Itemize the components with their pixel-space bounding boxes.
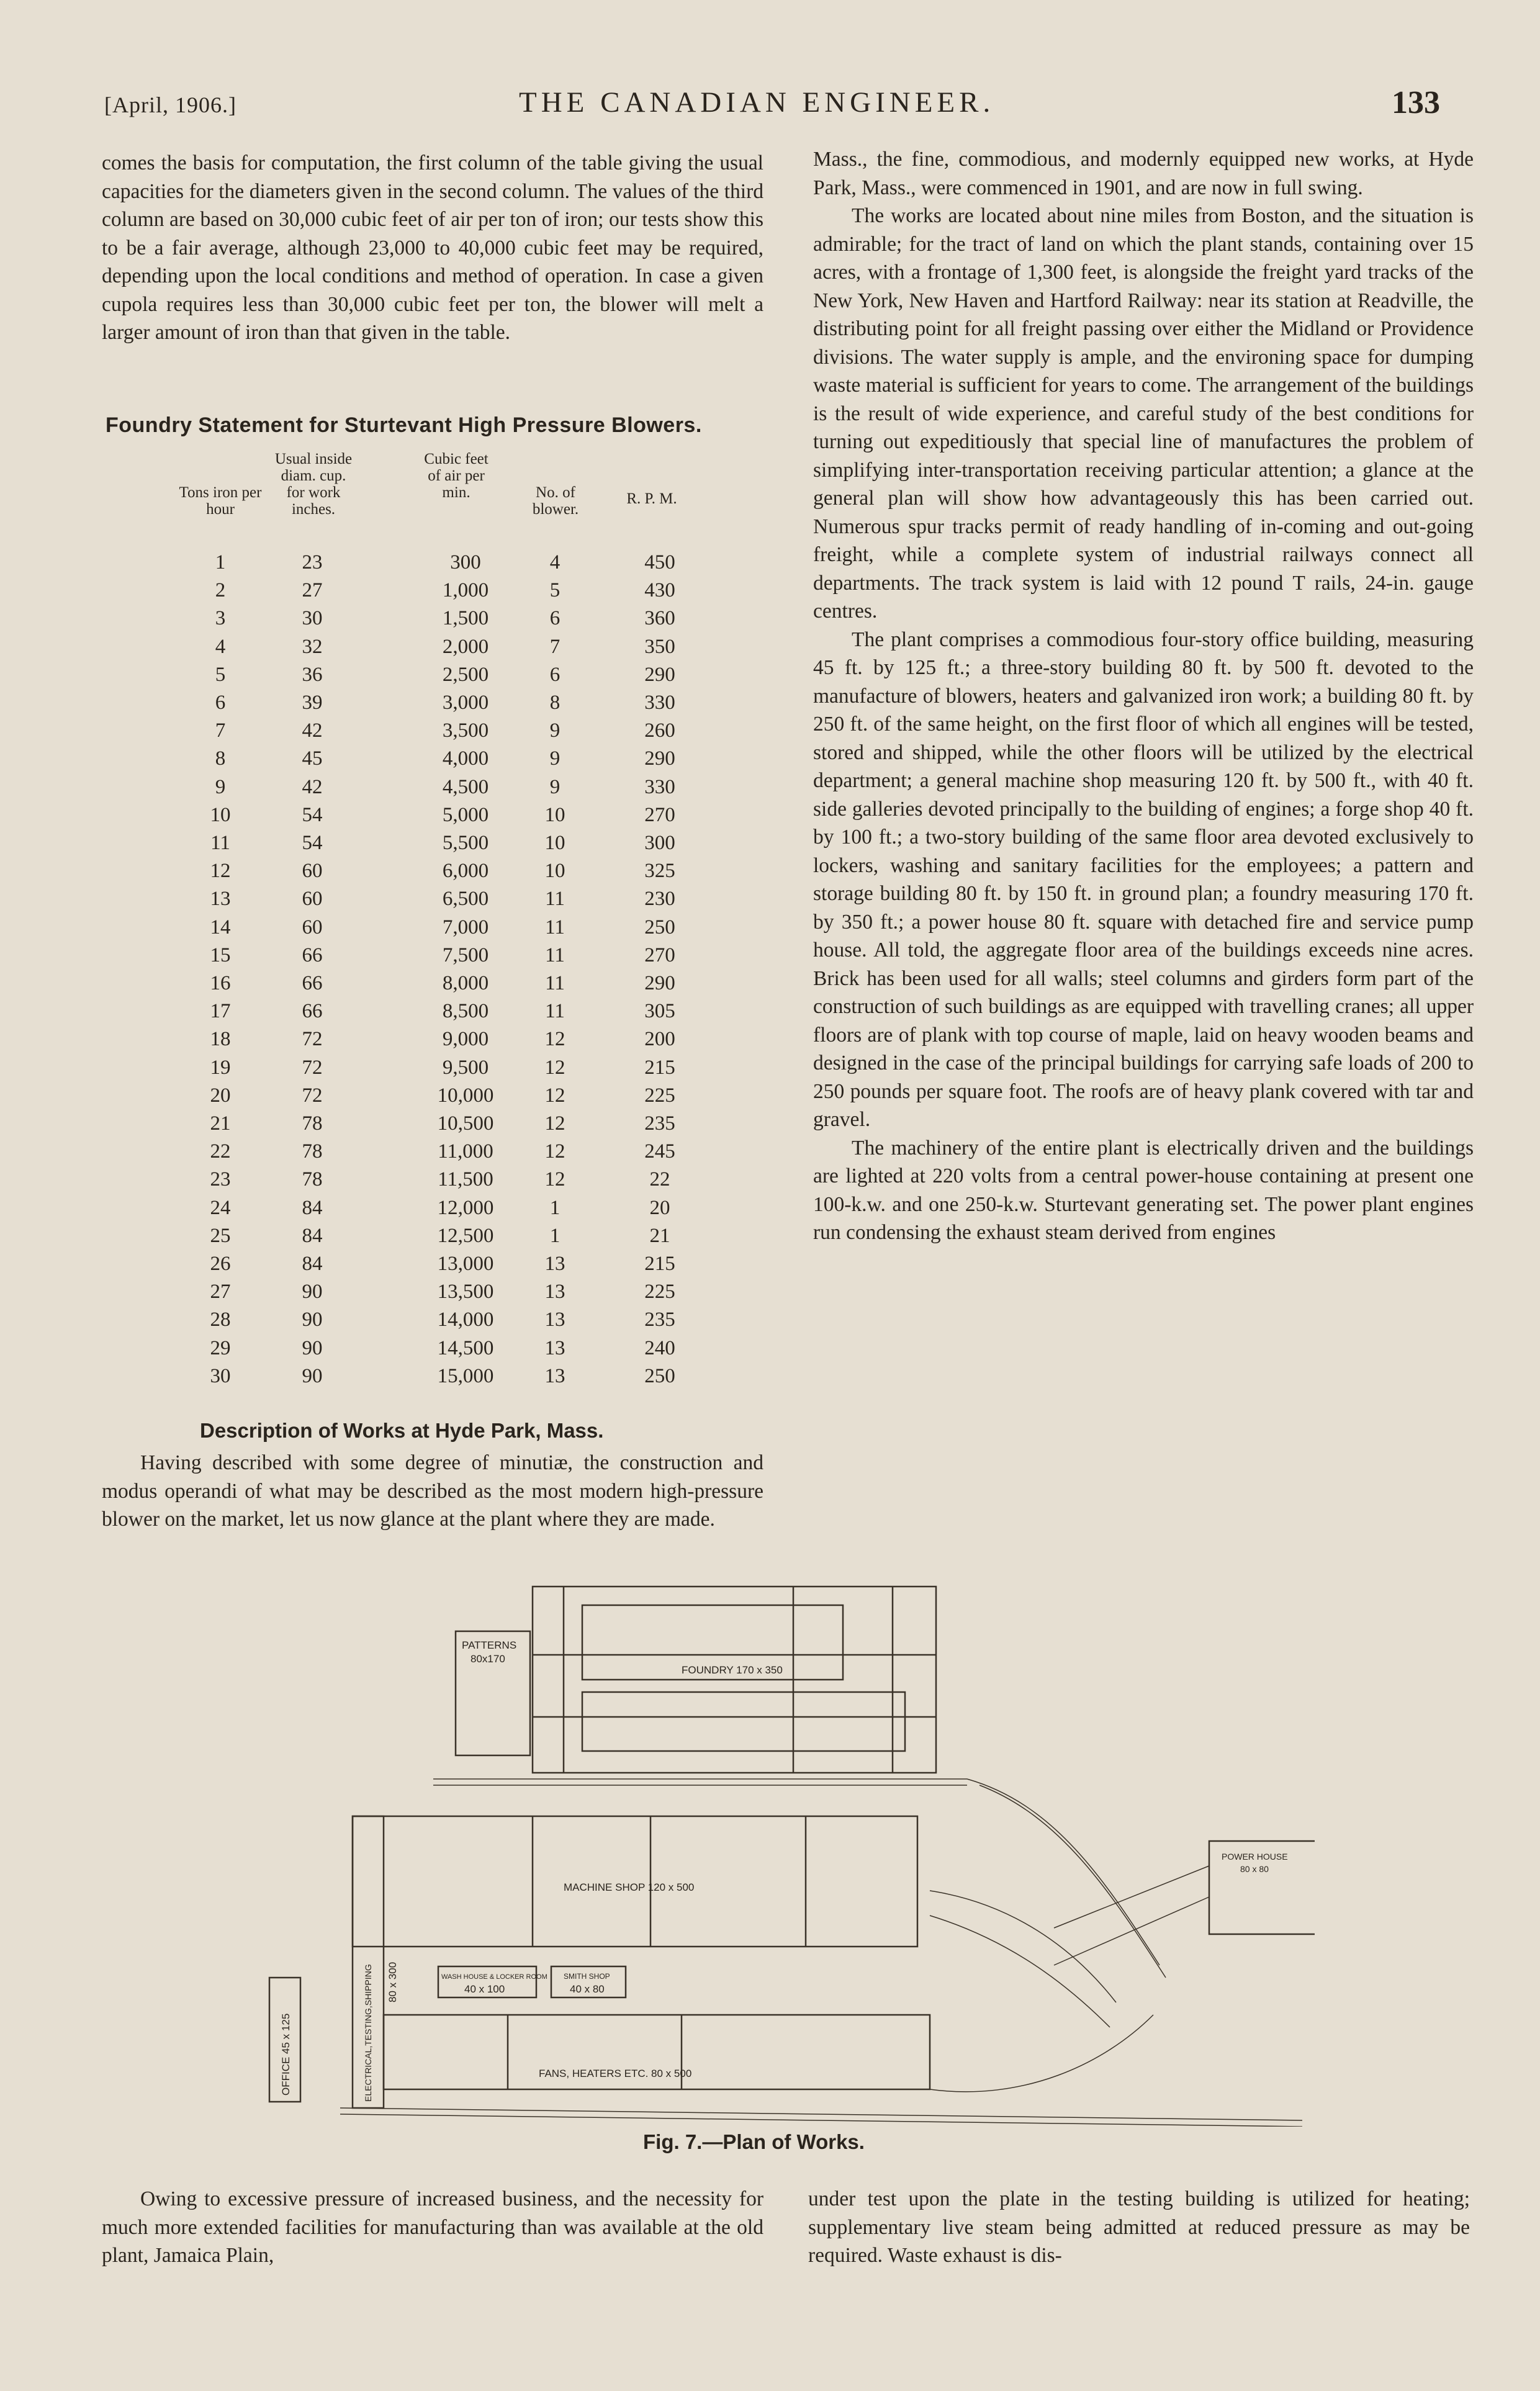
blower-cell: 13 bbox=[544, 1364, 565, 1387]
bottom-right-paragraph: under test upon the plate in the testing building is utilized for heating; supplementary live steam being admitted at reduced pressure as may be required. Waste exhaust is dis- bbox=[808, 2187, 1470, 2267]
rpm-cell: 360 bbox=[644, 607, 675, 630]
tons-cell: 20 bbox=[210, 1084, 231, 1107]
rpm-cell: 450 bbox=[644, 551, 675, 574]
rpm-cell: 225 bbox=[644, 1281, 675, 1304]
diameter-cell: 66 bbox=[302, 1000, 323, 1023]
rpm-cell: 225 bbox=[644, 1084, 675, 1107]
blower-cell: 7 bbox=[549, 635, 561, 658]
cubic-feet-cell: 7,000 bbox=[442, 916, 489, 939]
diameter-cell: 36 bbox=[302, 663, 323, 686]
cubic-feet-cell: 12,500 bbox=[437, 1224, 494, 1247]
rpm-cell: 330 bbox=[644, 775, 675, 798]
table-row bbox=[0, 1028, 770, 1056]
table-row bbox=[0, 972, 770, 1000]
blower-cell: 13 bbox=[544, 1281, 565, 1304]
cubic-feet-cell: 13,500 bbox=[437, 1281, 494, 1304]
cubic-feet-cell: 2,500 bbox=[442, 663, 489, 686]
rpm-cell: 250 bbox=[644, 1364, 675, 1387]
table-row bbox=[0, 691, 770, 719]
cubic-feet-cell: 4,500 bbox=[442, 775, 489, 798]
tons-cell: 26 bbox=[210, 1253, 231, 1275]
blower-cell: 11 bbox=[545, 888, 565, 911]
cubic-feet-cell: 7,500 bbox=[442, 943, 489, 966]
tons-cell: 24 bbox=[210, 1196, 231, 1219]
table-row bbox=[0, 888, 770, 916]
diameter-cell: 42 bbox=[302, 775, 323, 798]
tons-cell: 29 bbox=[210, 1336, 231, 1359]
tons-cell: 27 bbox=[210, 1281, 231, 1304]
table-row bbox=[0, 551, 770, 579]
blower-cell: 5 bbox=[549, 579, 561, 602]
diameter-cell: 30 bbox=[302, 607, 323, 630]
right-paragraph-2: The works are located about nine miles from Boston, and the situation is admirable; for the tract of land on which the plant stands, containing over 15 acres, with a frontage of 1,300 feet, is alongside the freight yard tracks of the New York, New Haven and Hartford Railway: near its station at Readville, the distributing point for all freight passing over either the Midland or Providence divisions. The water supply is ample, and the environing space for dumping waste material is sufficient for years to come. The arrangement of the buildings is the result of wide experience, and careful study of the best conditions for turning out expeditiously that special line of manufactures the problem of simplifying inter-transportation receiving particular attention; a glance at the general plan will show how advantageously this has been carried out. Numerous spur tracks permit of ready handling of in-coming and out-going freight, while a complete system of industrial railways connect all departments. The track system is laid with 12 pound T rails, 24-in. gauge centres. bbox=[813, 204, 1474, 623]
table-header-diameter: Usual inside diam. cup. for work inches. bbox=[274, 451, 353, 518]
rpm-cell: 21 bbox=[649, 1224, 670, 1247]
rpm-cell: 215 bbox=[644, 1056, 675, 1079]
bottom-right-column bbox=[808, 2185, 1470, 2270]
tons-cell: 1 bbox=[215, 551, 226, 574]
diameter-cell: 84 bbox=[302, 1196, 323, 1219]
rpm-cell: 235 bbox=[644, 1112, 675, 1135]
figure-caption: Fig. 7.—Plan of Works. bbox=[643, 2130, 865, 2153]
blower-cell: 1 bbox=[549, 1224, 561, 1247]
diameter-cell: 78 bbox=[302, 1140, 323, 1163]
label-machine-shop: MACHINE SHOP 120 x 500 bbox=[564, 1881, 695, 1893]
cubic-feet-cell: 14,000 bbox=[437, 1308, 494, 1331]
diameter-cell: 39 bbox=[302, 691, 323, 714]
blower-cell: 12 bbox=[544, 1028, 565, 1051]
table-row bbox=[0, 804, 770, 832]
cubic-feet-cell: 1,500 bbox=[442, 607, 489, 630]
blower-cell: 9 bbox=[549, 747, 561, 770]
table-title: Foundry Statement for Sturtevant High Pressure Blowers. bbox=[106, 413, 702, 437]
blower-cell: 9 bbox=[549, 775, 561, 798]
tons-cell: 19 bbox=[210, 1056, 231, 1079]
label-smith-shop-size: 40 x 80 bbox=[570, 1983, 605, 1995]
label-smith-shop: SMITH SHOP bbox=[564, 1972, 610, 1981]
tons-cell: 22 bbox=[210, 1140, 231, 1163]
rpm-cell: 290 bbox=[644, 972, 675, 994]
tons-cell: 9 bbox=[215, 775, 226, 798]
tons-cell: 16 bbox=[210, 972, 231, 994]
rpm-cell: 20 bbox=[649, 1196, 670, 1219]
cubic-feet-cell: 11,000 bbox=[438, 1140, 493, 1163]
blower-cell: 12 bbox=[544, 1056, 565, 1079]
tons-cell: 18 bbox=[210, 1028, 231, 1051]
label-patterns-size: 80x170 bbox=[471, 1653, 505, 1665]
diameter-cell: 54 bbox=[302, 803, 323, 826]
rpm-cell: 250 bbox=[644, 916, 675, 939]
right-paragraph-4: The machinery of the entire plant is electrically driven and the buildings are lighted at 220 volts from a central power-house containing at present one 100-k.w. and one 250-k.w. Sturtevant generating set. The power plant engines run condensing the exhaust steam derived from engines bbox=[813, 1136, 1474, 1244]
blower-cell: 12 bbox=[544, 1140, 565, 1163]
section-title: Description of Works at Hyde Park, Mass. bbox=[200, 1419, 604, 1442]
tons-cell: 23 bbox=[210, 1168, 231, 1191]
rpm-cell: 350 bbox=[644, 635, 675, 658]
tons-cell: 3 bbox=[215, 607, 226, 630]
rpm-cell: 325 bbox=[644, 860, 675, 883]
cubic-feet-cell: 3,000 bbox=[442, 691, 489, 714]
right-paragraph-3: The plant comprises a commodious four-story office building, measuring 45 ft. by 125 ft.; a three-story building 80 ft. by 500 ft. devoted to the manufacture of blowers, heaters and galvanized iron work; a building 80 ft. by 250 ft. of the same height, on the first floor of which all engines will be tested, stored and shipped, while the other floors will be utilized by the electrical department; a general machine shop measuring 120 ft. by 500 ft., with 40 ft. side galleries devoted principally to the building of engines; a forge shop 40 ft. by 100 ft.; a two-story building of the same floor area devoted exclusively to lockers, washing and sanitary facilities for the employees; a pattern and storage building 80 ft. by 150 ft. in ground plan; a foundry measuring 170 ft. by 350 ft.; a power house 80 ft. square with detached fire and service pump house. All told, the aggregate floor area of the buildings exceeds nine acres. Brick has been used for all walls; steel columns and girders form part of the construction of such buildings as are equipped with travelling cranes; all upper floors are of plank with top course of maple, laid on heavy wooden beams and designed in the case of the principal buildings for carrying safe loads of 200 to 250 pounds per square foot. The roofs are of heavy plank covered with tar and gravel. bbox=[813, 628, 1474, 1131]
bottom-left-paragraph: Owing to excessive pressure of increased business, and the necessity for much more extended facilities for manufacturing than was available at the old plant, Jamaica Plain, bbox=[102, 2187, 763, 2267]
rpm-cell: 200 bbox=[644, 1028, 675, 1051]
diameter-cell: 45 bbox=[302, 747, 323, 770]
blower-cell: 10 bbox=[544, 803, 565, 826]
tons-cell: 10 bbox=[210, 803, 231, 826]
table-header-cubic-feet: Cubic feet of air per min. bbox=[424, 451, 489, 501]
diameter-cell: 90 bbox=[302, 1336, 323, 1359]
tons-cell: 12 bbox=[210, 860, 231, 883]
cubic-feet-cell: 13,000 bbox=[437, 1253, 494, 1275]
rpm-cell: 230 bbox=[644, 888, 675, 911]
rpm-cell: 215 bbox=[644, 1253, 675, 1275]
rpm-cell: 235 bbox=[644, 1308, 675, 1331]
table-row bbox=[0, 1000, 770, 1028]
table-row bbox=[0, 1197, 770, 1225]
diameter-cell: 78 bbox=[302, 1112, 323, 1135]
page-number: 133 bbox=[1392, 85, 1440, 120]
diameter-cell: 60 bbox=[302, 916, 323, 939]
right-paragraph-1: Mass., the fine, commodious, and modernly equipped new works, at Hyde Park, Mass., were commenced in 1901, and are now in full swing. bbox=[813, 148, 1474, 199]
rpm-cell: 245 bbox=[644, 1140, 675, 1163]
diameter-cell: 72 bbox=[302, 1084, 323, 1107]
railway-track bbox=[967, 1779, 1160, 1965]
journal-title: THE CANADIAN ENGINEER. bbox=[519, 86, 995, 119]
blower-cell: 11 bbox=[545, 972, 565, 994]
blower-cell: 13 bbox=[544, 1253, 565, 1275]
cubic-feet-cell: 6,500 bbox=[442, 888, 489, 911]
tons-cell: 28 bbox=[210, 1308, 231, 1331]
blower-cell: 11 bbox=[545, 916, 565, 939]
tons-cell: 21 bbox=[210, 1112, 231, 1135]
blower-cell: 10 bbox=[544, 832, 565, 854]
table-row bbox=[0, 1365, 770, 1393]
diameter-cell: 23 bbox=[302, 551, 323, 574]
cubic-feet-cell: 9,000 bbox=[442, 1028, 489, 1051]
label-foundry: FOUNDRY 170 x 350 bbox=[682, 1664, 783, 1676]
table-row bbox=[0, 832, 770, 860]
rpm-cell: 22 bbox=[649, 1168, 670, 1191]
blower-cell: 12 bbox=[544, 1084, 565, 1107]
cubic-feet-cell: 3,500 bbox=[442, 719, 489, 742]
tons-cell: 17 bbox=[210, 1000, 231, 1023]
diameter-cell: 90 bbox=[302, 1308, 323, 1331]
section-body bbox=[102, 1449, 763, 1534]
table-row bbox=[0, 1225, 770, 1253]
table-row bbox=[0, 719, 770, 747]
label-power-house-size: 80 x 80 bbox=[1240, 1864, 1269, 1874]
rpm-cell: 430 bbox=[644, 579, 675, 602]
tons-cell: 14 bbox=[210, 916, 231, 939]
table-row bbox=[0, 607, 770, 635]
tons-cell: 5 bbox=[215, 663, 226, 686]
blower-cell: 6 bbox=[549, 663, 561, 686]
table-header-blower: No. of blower. bbox=[532, 484, 579, 518]
tons-cell: 6 bbox=[215, 691, 226, 714]
blower-cell: 4 bbox=[549, 551, 561, 574]
table-row bbox=[0, 1308, 770, 1336]
blower-cell: 12 bbox=[544, 1112, 565, 1135]
left-column-intro bbox=[102, 149, 763, 347]
cubic-feet-cell: 9,500 bbox=[442, 1056, 489, 1079]
table-row bbox=[0, 1084, 770, 1112]
table-row bbox=[0, 1253, 770, 1281]
diameter-cell: 66 bbox=[302, 972, 323, 994]
diameter-cell: 90 bbox=[302, 1364, 323, 1387]
table-row bbox=[0, 1056, 770, 1084]
rpm-cell: 305 bbox=[644, 1000, 675, 1023]
right-column bbox=[813, 145, 1474, 1247]
diameter-cell: 27 bbox=[302, 579, 323, 602]
cubic-feet-cell: 1,000 bbox=[442, 579, 489, 602]
diameter-cell: 90 bbox=[302, 1281, 323, 1304]
section-paragraph: Having described with some degree of minutiæ, the construction and modus operandi of what may be described as the most modern high-pressure blower on the market, let us now glance at the plant where they are made. bbox=[102, 1451, 763, 1531]
table-row bbox=[0, 579, 770, 607]
cubic-feet-cell: 300 bbox=[450, 551, 481, 574]
rpm-cell: 300 bbox=[644, 832, 675, 854]
rpm-cell: 270 bbox=[644, 803, 675, 826]
cubic-feet-cell: 12,000 bbox=[437, 1196, 494, 1219]
diameter-cell: 60 bbox=[302, 888, 323, 911]
tons-cell: 8 bbox=[215, 747, 226, 770]
label-power-house: POWER HOUSE bbox=[1222, 1852, 1288, 1862]
table-header-tons: Tons iron per hour bbox=[179, 484, 262, 518]
diameter-cell: 54 bbox=[302, 832, 323, 854]
blower-cell: 10 bbox=[544, 860, 565, 883]
rpm-cell: 240 bbox=[644, 1336, 675, 1359]
cubic-feet-cell: 14,500 bbox=[437, 1336, 494, 1359]
tons-cell: 15 bbox=[210, 943, 231, 966]
table-row bbox=[0, 1337, 770, 1365]
table-header-rpm: R. P. M. bbox=[626, 490, 677, 507]
diameter-cell: 84 bbox=[302, 1253, 323, 1275]
blower-cell: 12 bbox=[544, 1168, 565, 1191]
table-row bbox=[0, 916, 770, 944]
bottom-left-column bbox=[102, 2185, 763, 2270]
rpm-cell: 270 bbox=[644, 943, 675, 966]
tons-cell: 11 bbox=[210, 832, 230, 854]
tons-cell: 7 bbox=[215, 719, 226, 742]
cubic-feet-cell: 8,000 bbox=[442, 972, 489, 994]
tons-cell: 13 bbox=[210, 888, 231, 911]
diameter-cell: 32 bbox=[302, 635, 323, 658]
label-testing-size: 80 x 300 bbox=[387, 1961, 399, 2002]
cubic-feet-cell: 5,000 bbox=[442, 803, 489, 826]
cubic-feet-cell: 10,000 bbox=[437, 1084, 494, 1107]
cubic-feet-cell: 4,000 bbox=[442, 747, 489, 770]
blower-cell: 8 bbox=[549, 691, 561, 714]
table-row bbox=[0, 1281, 770, 1308]
blower-cell: 9 bbox=[549, 719, 561, 742]
diameter-cell: 60 bbox=[302, 860, 323, 883]
cubic-feet-cell: 2,000 bbox=[442, 635, 489, 658]
cubic-feet-cell: 6,000 bbox=[442, 860, 489, 883]
label-fans: FANS, HEATERS ETC. 80 x 500 bbox=[539, 2068, 692, 2079]
cubic-feet-cell: 5,500 bbox=[442, 832, 489, 854]
rpm-cell: 260 bbox=[644, 719, 675, 742]
label-office: OFFICE 45 x 125 bbox=[280, 2013, 292, 2096]
cubic-feet-cell: 10,500 bbox=[437, 1112, 494, 1135]
diameter-cell: 42 bbox=[302, 719, 323, 742]
tons-cell: 25 bbox=[210, 1224, 231, 1247]
table-row bbox=[0, 636, 770, 664]
table-row bbox=[0, 776, 770, 804]
label-wash-house-size: 40 x 100 bbox=[464, 1983, 505, 1995]
cubic-feet-cell: 15,000 bbox=[437, 1364, 494, 1387]
diameter-cell: 72 bbox=[302, 1056, 323, 1079]
tons-cell: 4 bbox=[215, 635, 226, 658]
label-wash-house: WASH HOUSE & LOCKER ROOM bbox=[441, 1973, 547, 1981]
running-head-date: [April, 1906.] bbox=[104, 92, 236, 117]
plan-of-works-figure bbox=[247, 1580, 1315, 2127]
table-row bbox=[0, 747, 770, 775]
blower-cell: 13 bbox=[544, 1308, 565, 1331]
diameter-cell: 66 bbox=[302, 943, 323, 966]
table-row bbox=[0, 1168, 770, 1196]
diameter-cell: 72 bbox=[302, 1028, 323, 1051]
cubic-feet-cell: 8,500 bbox=[442, 1000, 489, 1023]
tons-cell: 2 bbox=[215, 579, 226, 602]
label-patterns: PATTERNS bbox=[462, 1639, 517, 1651]
blower-cell: 6 bbox=[549, 607, 561, 630]
diameter-cell: 78 bbox=[302, 1168, 323, 1191]
label-testing: ELECTRICAL,TESTING,SHIPPING bbox=[363, 1964, 373, 2102]
rpm-cell: 290 bbox=[644, 663, 675, 686]
blower-cell: 11 bbox=[545, 943, 565, 966]
cubic-feet-cell: 11,500 bbox=[438, 1168, 493, 1191]
intro-paragraph: comes the basis for computation, the first column of the table giving the usual capacities for the diameters given in the second column. The values of the third column are based on 30,000 cubic feet of air per ton of iron; our tests show this to be a fair average, although 23,000 to 40,000 cubic feet may be required, depending upon the local conditions and method of operation. In case a given cupola requires less than 30,000 cubic feet per ton, the blower will melt a larger amount of iron than that given in the table. bbox=[102, 151, 763, 344]
diameter-cell: 84 bbox=[302, 1224, 323, 1247]
table-row bbox=[0, 1112, 770, 1140]
tons-cell: 30 bbox=[210, 1364, 231, 1387]
blower-cell: 13 bbox=[544, 1336, 565, 1359]
table-row bbox=[0, 860, 770, 888]
rpm-cell: 290 bbox=[644, 747, 675, 770]
table-row bbox=[0, 1140, 770, 1168]
rpm-cell: 330 bbox=[644, 691, 675, 714]
blower-cell: 11 bbox=[545, 1000, 565, 1023]
blower-cell: 1 bbox=[549, 1196, 561, 1219]
table-row bbox=[0, 944, 770, 972]
table-row bbox=[0, 664, 770, 691]
